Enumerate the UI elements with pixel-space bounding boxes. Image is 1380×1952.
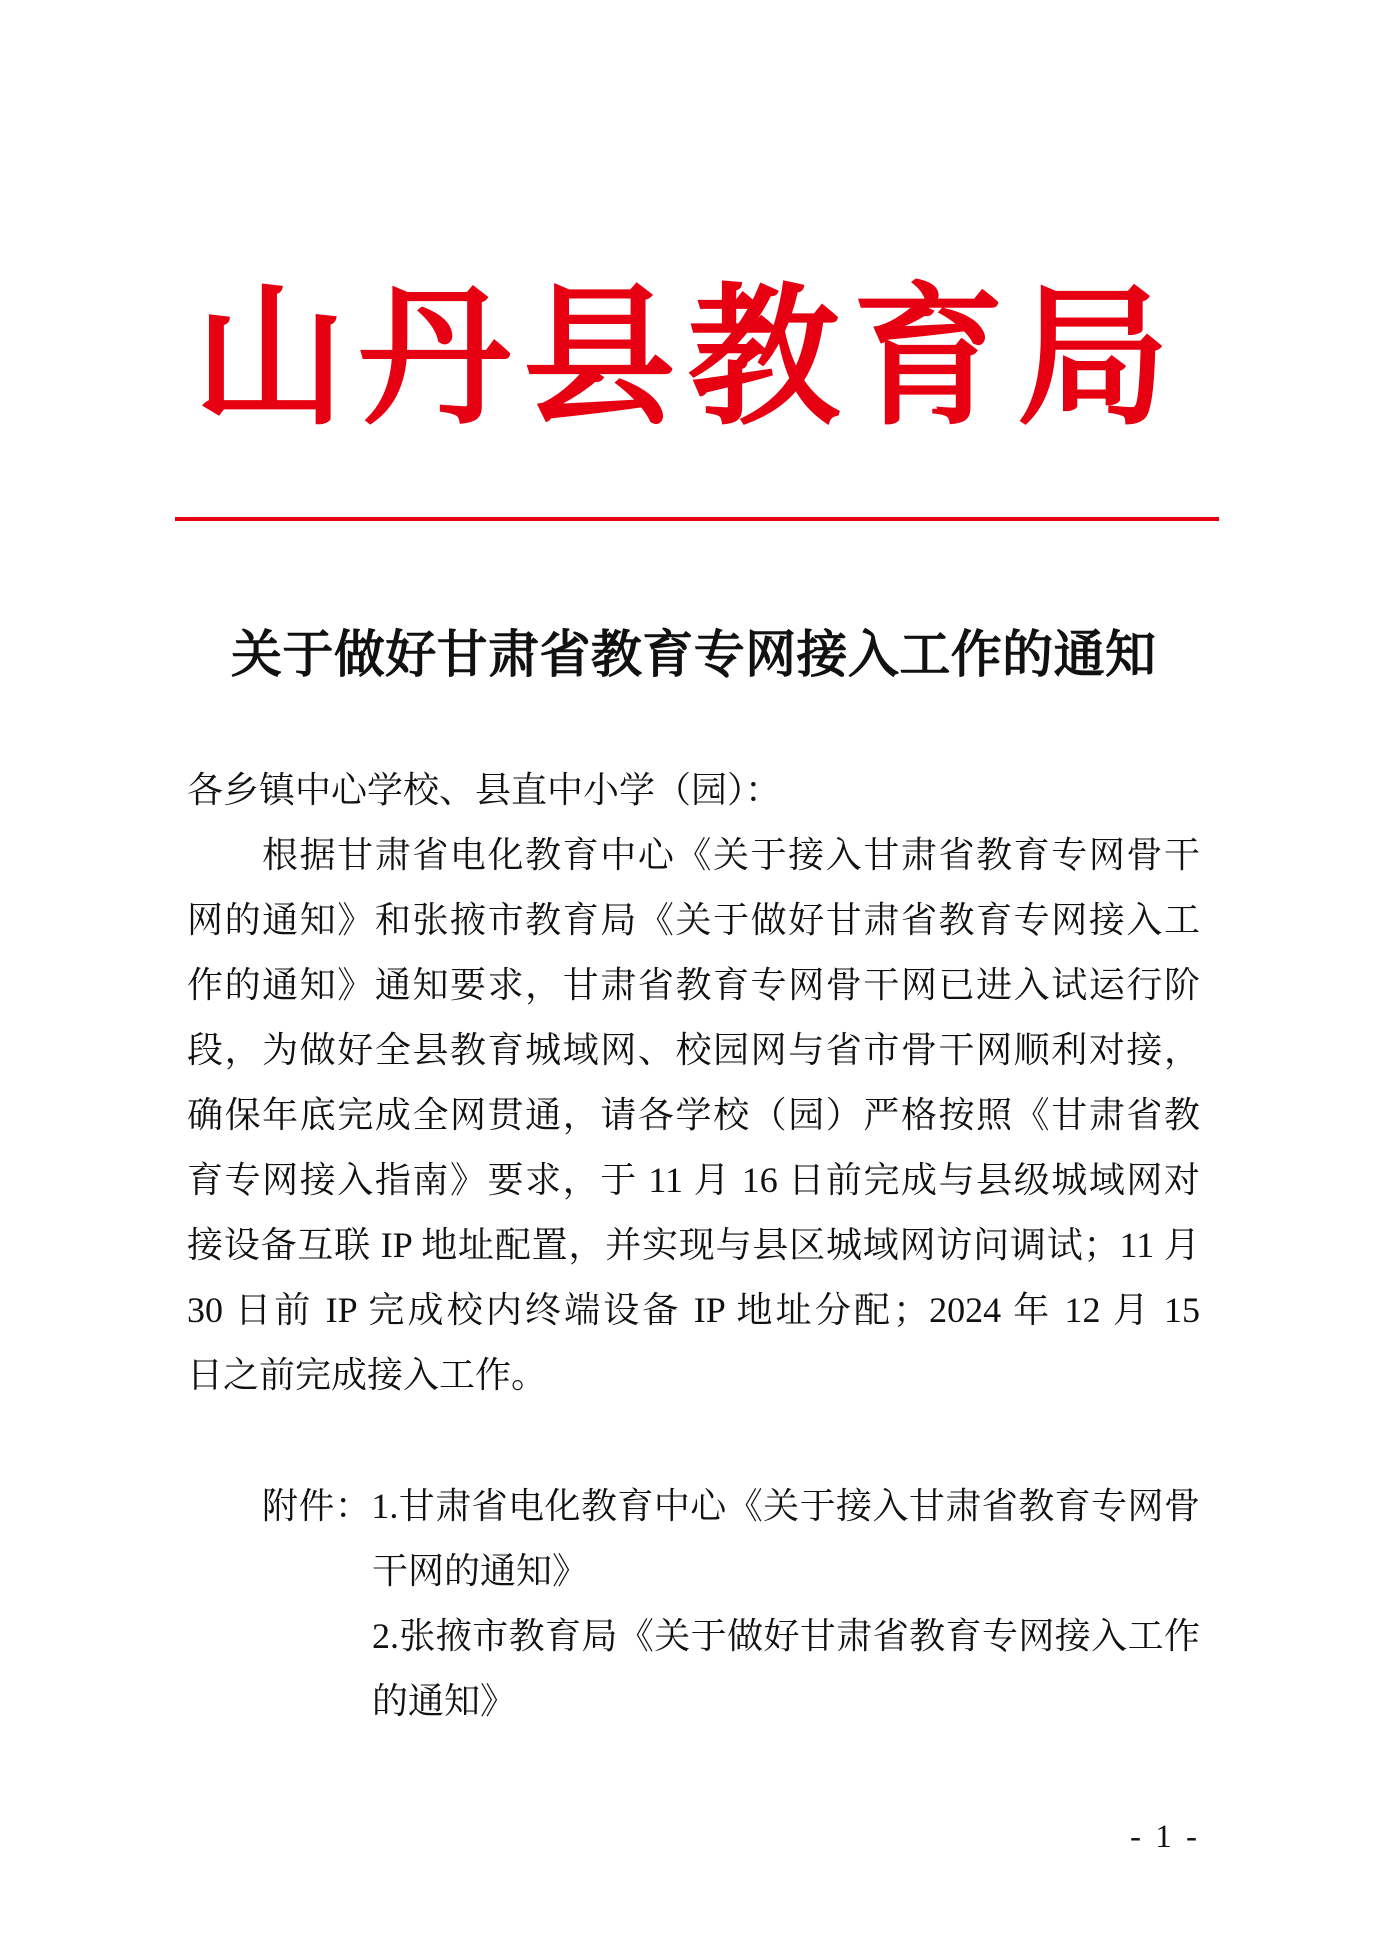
red-divider-line	[175, 517, 1219, 521]
attachments-label: 附件：	[262, 1486, 372, 1526]
attachment-1-text: 1.甘肃省电化教育中心《关于接入甘肃省教育专网骨	[371, 1486, 1200, 1526]
document-title: 关于做好甘肃省教育专网接入工作的通知	[231, 628, 1156, 684]
salutation: 各乡镇中心学校、县直中小学（园）：	[187, 770, 782, 810]
attachment-2-text: 2.张掖市教育局《关于做好甘肃省教育专网接入工作	[372, 1616, 1200, 1656]
attachments-section	[187, 1474, 1200, 1734]
body-line-2: 网的通知》和张掖市教育局《关于做好甘肃省教育专网接入工	[187, 900, 1200, 940]
issuer-red-header: 山丹县教育局	[194, 275, 1169, 443]
body-line-9: 日之前完成接入工作。	[187, 1355, 548, 1395]
document-body	[187, 758, 1200, 1408]
body-line-8: 30 日前 IP 完成校内终端设备 IP 地址分配；2024 年 12 月 15	[187, 1290, 1200, 1330]
body-line-7: 接设备互联 IP 地址配置，并实现与县区城域网访问调试；11 月	[187, 1225, 1200, 1265]
body-line-5: 确保年底完成全网贯通，请各学校（园）严格按照《甘肃省教	[187, 1095, 1200, 1135]
attachment-line-1	[262, 1474, 1200, 1539]
attachment-2-continuation: 的通知》	[372, 1681, 517, 1721]
body-line-1: 根据甘肃省电化教育中心《关于接入甘肃省教育专网骨干	[262, 835, 1200, 875]
attachment-1-continuation: 干网的通知》	[372, 1551, 589, 1591]
body-line-6: 育专网接入指南》要求，于 11 月 16 日前完成与县级城域网对	[187, 1160, 1200, 1200]
page-number: - 1 -	[1130, 1819, 1200, 1855]
body-line-4: 段，为做好全县教育城域网、校园网与省市骨干网顺利对接，	[187, 1030, 1200, 1070]
body-line-3: 作的通知》通知要求，甘肃省教育专网骨干网已进入试运行阶	[187, 965, 1200, 1005]
